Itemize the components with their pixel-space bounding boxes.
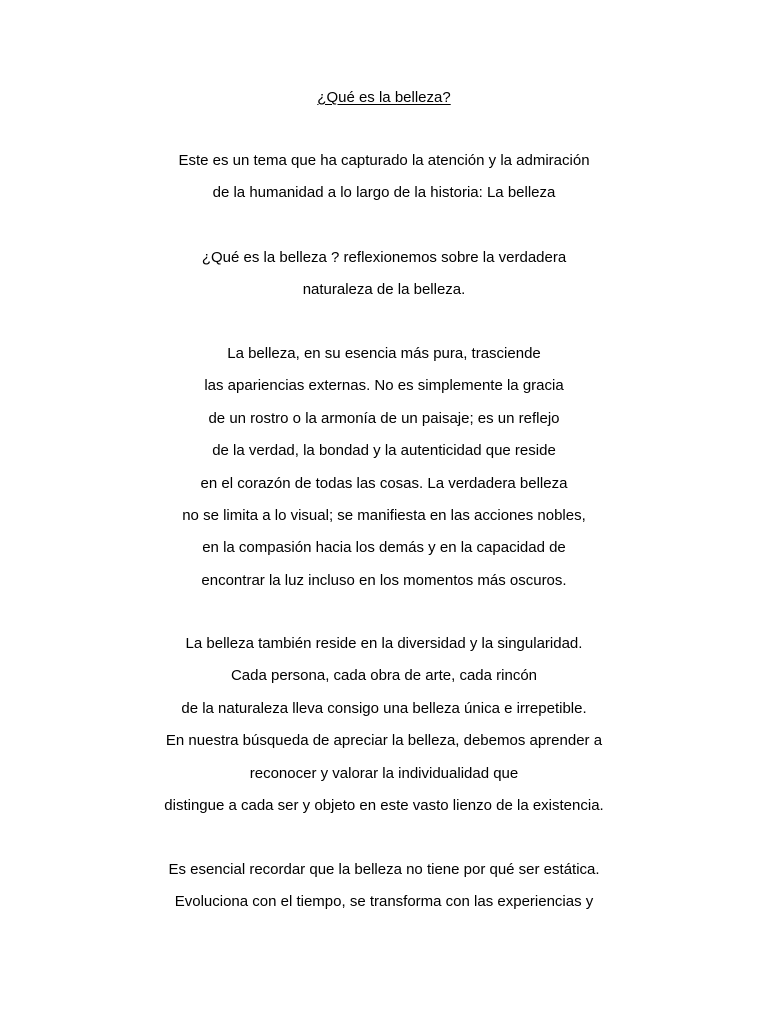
text-line: En nuestra búsqueda de apreciar la belleza, debemos aprender a [165, 732, 603, 750]
paragraph-5 [0, 854, 768, 919]
text-line: distingue a cada ser y objeto en este vasto lienzo de la existencia. [164, 796, 604, 814]
paragraph-2 [0, 242, 768, 307]
text-line: ¿Qué es la belleza ? reflexionemos sobre la verdadera [201, 249, 567, 266]
text-line: en el corazón de todas las cosas. La verdadera belleza [200, 474, 568, 492]
text-line: Cada persona, cada obra de arte, cada rincón [230, 667, 538, 685]
text-line: las apariencias externas. No es simplemente la gracia [204, 377, 564, 395]
text-line: Este es un tema que ha capturado la atención y la admiración [178, 152, 590, 169]
text-line: encontrar la luz incluso en los momentos más oscuros. [201, 571, 567, 589]
text-line: La belleza, en su esencia más pura, trasciende [227, 345, 541, 362]
paragraph-4 [0, 628, 768, 822]
text-line: reconocer y valorar la individualidad que [249, 764, 519, 782]
paragraph-1 [0, 145, 768, 210]
text-line: de la humanidad a lo largo de la historia: La belleza [212, 184, 556, 202]
text-line: de la naturaleza lleva consigo una belleza única e irrepetible. [181, 699, 587, 717]
text-line: de la verdad, la bondad y la autenticidad que reside [212, 442, 556, 460]
document-title: ¿Qué es la belleza? [317, 89, 451, 106]
paragraph-3 [0, 338, 768, 597]
text-line: La belleza también reside en la diversidad y la singularidad. [185, 635, 583, 652]
text-line: Evoluciona con el tiempo, se transforma con las experiencias y [174, 893, 594, 911]
text-line: Es esencial recordar que la belleza no tiene por qué ser estática. [168, 861, 600, 878]
text-line: en la compasión hacia los demás y en la capacidad de [202, 539, 566, 557]
text-line: no se limita a lo visual; se manifiesta en las acciones nobles, [182, 506, 586, 524]
text-line: naturaleza de la belleza. [302, 281, 466, 299]
text-line: de un rostro o la armonía de un paisaje; es un reflejo [208, 409, 560, 427]
